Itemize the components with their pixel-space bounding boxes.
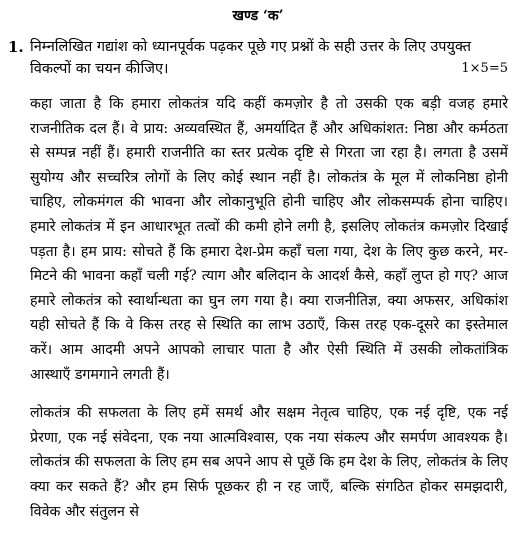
passage-paragraph-2: लोकतंत्र की सफलता के लिए हमें समर्थ और सक्षम नेतृत्व चाहिए, एक नई दृष्टि, एक नई प्रेरणा, एक नई संवेदना, एक नया आत्मविश्वास, एक नया संकल्प और समर्पण आवश्यक है। लोकतंत्र की सफलता के लिए हम सब अपने आप से पूछें कि हम देश के लिए, लोकतंत्र के लिए क्या कर सकते हैं? और हम सिर्फ पूछकर ही न रह जाएँ, बल्कि संगठित होकर समझदारी, विवेक और संतुलन से: [30, 405, 508, 520]
passage-paragraph-1: कहा जाता है कि हमारा लोकतंत्र यदि कहीं कमज़ोर है तो उसकी एक बड़ी वजह हमारे राजनीतिक दल हैं। वे प्राय: अव्यवस्थित हैं, अमर्यादित हैं और अधिकांशत: निष्ठा और कर्मठता से सम्पन्न नहीं हैं। हमारी राजनीति का स्तर प्रत्येक दृष्टि से गिरता जा रहा है। लगता है उसमें सुयोग्य और सच्चरित्र लोगों के लिए कोई स्थान नहीं है। लोकतंत्र के मूल में लोकनिष्ठा होनी चाहिए, लोकमंगल की भावना और लोकानुभूति होनी चाहिए और लोकसम्पर्क होना चाहिए। हमारे लोकतंत्र में इन आधारभूत तत्वों की कमी होने लगी है, इसलिए लोकतंत्र कमज़ोर दिखाई पड़ता है। हम प्राय: सोचते हैं कि हमारा देश-प्रेम कहाँ चला गया, देश के लिए कुछ करने, मर-मिटने की भावना कहाँ चली गई? त्याग और बलिदान के आदर्श कैसे, कहाँ लुप्त हो गए? आज हमारे लोकतंत्र को स्वार्थान्धता का घुन लग गया है। क्या राजनीतिज्ञ, क्या अफसर, अधिकांश यही सोचते हैं कि वे किस तरह से स्थिति का लाभ उठाएँ, किस तरह एक-दूसरे का इस्तेमाल करें। आम आदमी अपने आपको लाचार पाता है और ऐसी स्थिति में उसकी लोकतांत्रिक आस्थाएँ डगमगाने लगती हैं।: [30, 96, 508, 383]
question-instruction: निम्नलिखित गद्यांश को ध्यानपूर्वक पढ़कर पूछे गए प्रश्नों के सही उत्तर के लिए उपयुक्त विकल्पों का चयन कीजिए।: [30, 39, 471, 77]
marks-allocation: 1×5=5: [461, 61, 508, 76]
question-number: 1.: [8, 38, 24, 56]
section-title: खण्ड ‘क’: [232, 8, 284, 24]
passage: [30, 92, 508, 524]
question-row: [8, 36, 508, 80]
